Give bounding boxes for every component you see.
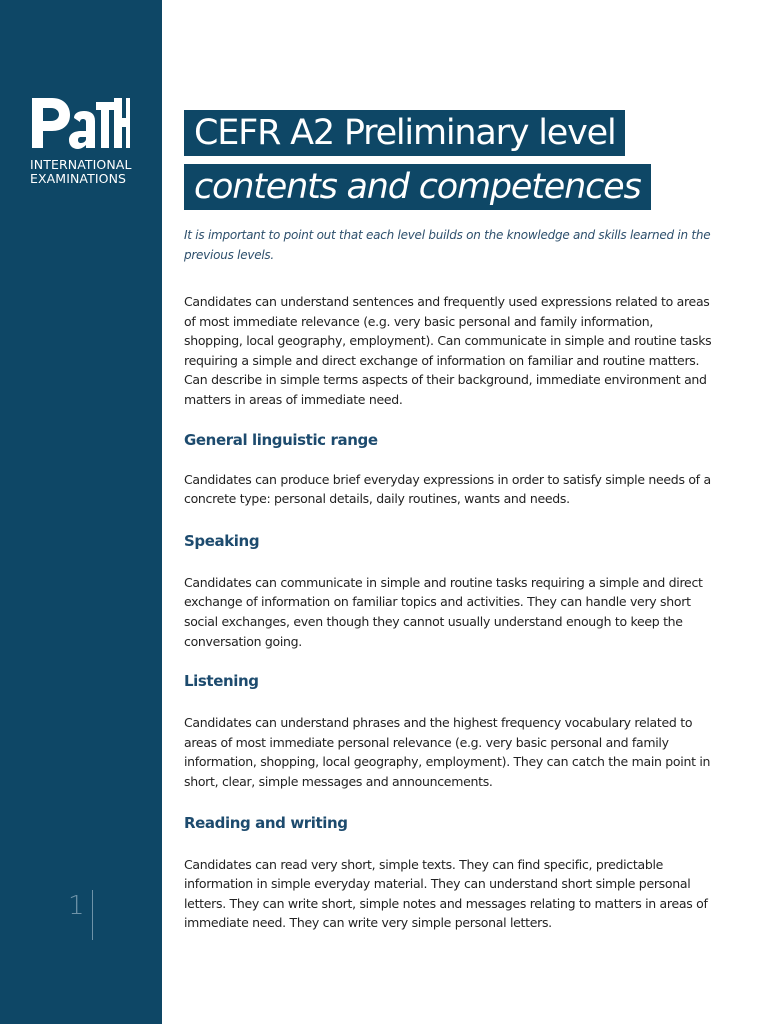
page-number: 1 xyxy=(68,891,85,921)
overview-paragraph: Candidates can understand sentences and frequently used expressions related to areas of most immediate relevance (e.g. very basic personal and family information, shopping, local geography, employment). Can communicate in simple and routine tasks requiring a simple and direct exchange of information on familiar and routine matters. Can describe in simple terms aspects of their background, immediate environment and matters in areas of immediate need. xyxy=(184,294,712,407)
sidebar xyxy=(0,0,162,1024)
page-number-divider xyxy=(92,890,93,940)
section-heading-listening: Listening xyxy=(184,672,259,691)
intro-note: It is important to point out that each level builds on the knowledge and skills learned in the previous levels. xyxy=(184,228,711,262)
title-block xyxy=(184,110,714,210)
section-heading-speaking: Speaking xyxy=(184,531,260,550)
path-logo xyxy=(30,96,142,186)
section-body-speaking: Candidates can communicate in simple and routine tasks requiring a simple and direct exchange of information on familiar topics and activities. They can handle very short social exchanges, even though they cannot usually understand enough to keep the conversation going. xyxy=(184,574,703,649)
logo-subtitle-line-1: INTERNATIONAL xyxy=(30,157,132,172)
section-body-listening: Candidates can understand phrases and the highest frequency vocabulary related to areas of most immediate personal relevance (e.g. very basic personal and family information, shopping, local geography, employment). They can catch the main point in short, clear, simple messages and announcements. xyxy=(184,715,711,789)
title-line-2: contents and competences xyxy=(184,164,651,210)
path-logo-mark xyxy=(30,96,130,152)
logo-subtitle-line-2: EXAMINATIONS xyxy=(30,171,127,186)
section-body-reading-and-writing: Candidates can read very short, simple texts. They can find specific, predictable information in simple everyday material. They can understand short simple personal letters. They can write short, simple notes and messages relating to matters in areas of immediate need. They can write very simple personal letters. xyxy=(184,856,708,931)
title-line-1: CEFR A2 Preliminary level xyxy=(184,110,625,156)
section-body-general-linguistic-range: Candidates can produce brief everyday expressions in order to satisfy simple needs of a concrete type: personal details, daily routines, wants and needs. xyxy=(184,471,711,507)
document-content xyxy=(184,110,714,933)
section-heading-general-linguistic-range: General linguistic range xyxy=(184,430,378,449)
section-heading-reading-and-writing: Reading and writing xyxy=(184,813,348,832)
